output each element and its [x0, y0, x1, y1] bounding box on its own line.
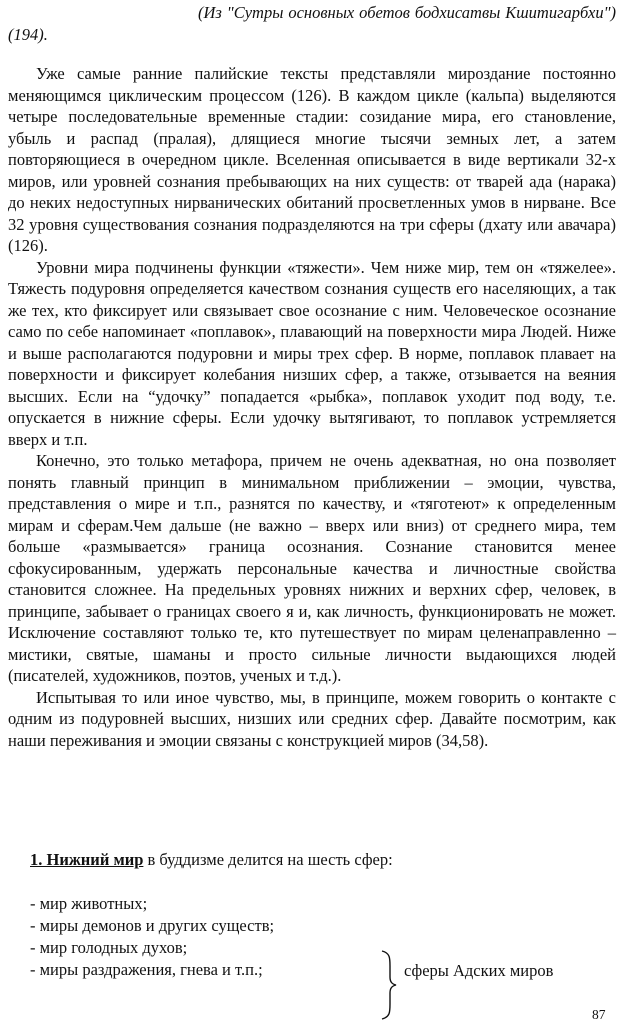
paragraph: Испытывая то или иное чувство, мы, в принципе, можем говорить о контакте с одним из подуровней высших, низших или средних сфер. Давайте посмотрим, как наши переживания и эмоции связаны с конструкцией миров (34,58).: [8, 687, 616, 750]
curly-brace-icon: [378, 950, 400, 1020]
list-item: - миры демонов и других существ;: [30, 916, 275, 935]
source-citation: (Из "Сутры основных обетов бодхисатвы Кшитигарбхи") (194).: [8, 3, 616, 44]
spheres-list: [30, 893, 274, 981]
list-item: - миры раздражения, гнева и т.п.;: [30, 960, 263, 979]
section-heading: [30, 849, 393, 871]
section-heading-title: 1. Нижний мир: [30, 850, 144, 869]
list-item: - мир животных;: [30, 894, 148, 913]
list-item: - мир голодных духов;: [30, 938, 188, 957]
paragraph: Уже самые ранние палийские тексты представляли мироздание постоянно меняющимся циклическим процессом (126). В каждом цикле (кальпа) выделяются четыре последовательные временные стадии: созидание мира, его становление, убыль и распад (пралая), длящиеся многие тысячи земных лет, а затем повторяющиеся в очередном цикле. Вселенная описывается в виде вертикали 32-х миров, или уровней сознания пребывающих на них существ: от тварей ада (нарака) до неких недоступных нирванических обитаний просветленных умов в нирване. Все 32 уровня существования сознания подразделяются на три сферы (дхату или авачара) (126).: [8, 64, 616, 255]
brace-label: сферы Адских миров: [404, 961, 554, 980]
page-number: 87: [592, 1007, 606, 1022]
paragraph: Конечно, это только метафора, причем не очень адекватная, но она позволяет понять главный принцип в минимальном приближении – эмоции, чувства, представления о мире и т.п., разнятся по качеству, и «тяготеют» к определенным мирам и сферам.Чем дальше (не важно – вверх или вниз) от среднего мира, тем больше «размывается» граница осознания. Сознание становится менее сфокусированным, удержать персональные качества и личностные свойства становится сложнее. На предельных уровнях нижних и верхних сфер, человек, в принципе, забывает о границах своего я и, как личность, функционировать не может. Исключение составляют только те, кто путешествует по мирам целенаправленно – мистики, святые, шаманы и просто сильные личности выдающихся людей (писателей, художников, поэтов, ученых и т.д.).: [8, 451, 616, 685]
section-heading-rest: в буддизме делится на шесть сфер:: [143, 850, 393, 869]
paragraph: Уровни мира подчинены функции «тяжести». Чем ниже мир, тем он «тяжелее». Тяжесть подуровня определяется качеством сознания существ его населяющих, а так же тех, кто фиксирует или связывает свое осознание с ним. Человеческое осознание само по себе напоминает «поплавок», плавающий на поверхности мира Людей. Ниже и выше располагаются подуровни и миры трех сфер. В норме, поплавок плавает на поверхности и фиксирует колебания низших сфер, а также, отзывается на веяния высших. Если на “удочку” попадается «рыбка», поплавок уходит под воду, т.е. опускается в нижние сферы. Если удочку вытягивают, то поплавок устремляется вверх и т.п.: [8, 257, 616, 449]
main-text: [8, 63, 616, 751]
